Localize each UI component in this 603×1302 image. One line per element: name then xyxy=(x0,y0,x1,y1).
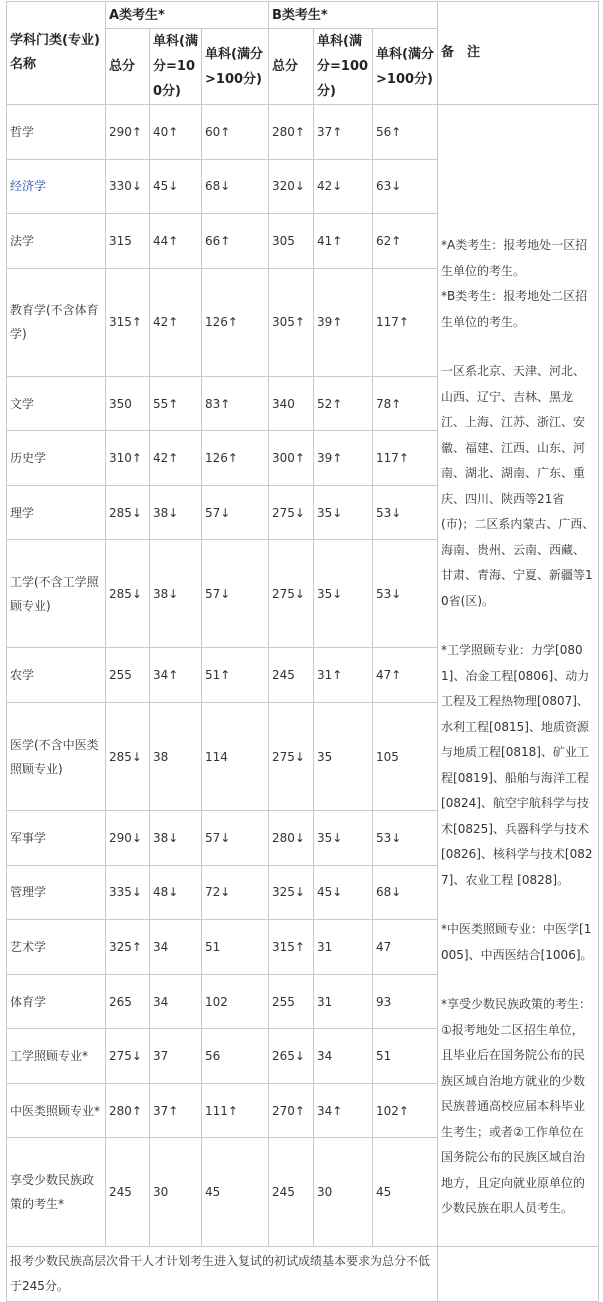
b-single-gt100-cell: 53↓ xyxy=(373,811,438,866)
b-total-cell: 270↑ xyxy=(269,1083,314,1138)
a-single-gt100-cell: 57↓ xyxy=(202,485,269,540)
category-name-cell[interactable]: 经济学 xyxy=(7,159,106,214)
b-single100-cell: 35↓ xyxy=(314,811,373,866)
b-single100-cell: 45↓ xyxy=(314,865,373,920)
b-single-gt100-cell: 68↓ xyxy=(373,865,438,920)
b-single100-cell: 35↓ xyxy=(314,540,373,648)
category-name-cell: 医学(不含中医类照顾专业) xyxy=(7,703,106,811)
category-name-cell: 管理学 xyxy=(7,865,106,920)
table-row xyxy=(7,105,599,160)
a-single-gt100-cell: 51↑ xyxy=(202,648,269,703)
a-single100-cell: 55↑ xyxy=(150,376,202,431)
b-single-gt100-cell: 117↑ xyxy=(373,431,438,486)
a-single-gt100-cell: 45 xyxy=(202,1138,269,1246)
b-total-cell: 305 xyxy=(269,214,314,269)
note-paragraph: *A类考生：报考地处一区招生单位的考生。 xyxy=(441,238,588,278)
a-single-gt100-cell: 126↑ xyxy=(202,268,269,376)
b-single100-cell: 39↑ xyxy=(314,431,373,486)
a-single100-cell: 44↑ xyxy=(150,214,202,269)
a-single-gt100-cell: 56 xyxy=(202,1029,269,1084)
b-total-cell: 275↓ xyxy=(269,485,314,540)
a-single-gt100-cell: 102 xyxy=(202,974,269,1029)
category-name-cell: 工学照顾专业* xyxy=(7,1029,106,1084)
note-paragraph: *工学照顾专业：力学[0801]、冶金工程[0806]、动力工程及工程热物理[0807]、水利工程[0815]、地质资源与地质工程[0818]、矿业工程[0819]、船舶与海洋工程[0824]、航空宇航科学与技术[0825]、兵器科学与技术[0826]、核科学与技术[0827]、农业工程 [0828]。 xyxy=(441,643,593,887)
b-total-cell: 315↑ xyxy=(269,920,314,975)
a-single100-cell: 38↓ xyxy=(150,485,202,540)
b-single100-cell: 31↑ xyxy=(314,648,373,703)
b-single-gt100-cell: 53↓ xyxy=(373,540,438,648)
b-total-cell: 325↓ xyxy=(269,865,314,920)
b-single100-cell: 31 xyxy=(314,974,373,1029)
b-single100-cell: 39↑ xyxy=(314,268,373,376)
a-total-cell: 315↑ xyxy=(106,268,150,376)
b-total-header: 总分 xyxy=(269,29,314,105)
b-single100-cell: 30 xyxy=(314,1138,373,1246)
a-single100-cell: 34 xyxy=(150,974,202,1029)
footer-row xyxy=(7,1246,599,1301)
b-single100-cell: 37↑ xyxy=(314,105,373,160)
a-single-gt100-cell: 72↓ xyxy=(202,865,269,920)
a-single100-cell: 37 xyxy=(150,1029,202,1084)
category-name-cell: 哲学 xyxy=(7,105,106,160)
a-single-gt100-cell: 60↑ xyxy=(202,105,269,160)
b-total-cell: 320↓ xyxy=(269,159,314,214)
category-name-cell: 体育学 xyxy=(7,974,106,1029)
a-single100-cell: 38 xyxy=(150,703,202,811)
category-name-cell: 中医类照顾专业* xyxy=(7,1083,106,1138)
a-single-gt100-cell: 111↑ xyxy=(202,1083,269,1138)
a-total-cell: 290↓ xyxy=(106,811,150,866)
category-name-cell: 艺术学 xyxy=(7,920,106,975)
a-single100-cell: 38↓ xyxy=(150,540,202,648)
notes-header: 备 注 xyxy=(438,2,599,105)
a-single100-cell: 34 xyxy=(150,920,202,975)
b-single100-cell: 35↓ xyxy=(314,485,373,540)
b-single-gt100-header: 单科(满分>100分) xyxy=(373,29,438,105)
a-total-cell: 280↑ xyxy=(106,1083,150,1138)
notes-cell xyxy=(438,105,599,1247)
b-single100-cell: 41↑ xyxy=(314,214,373,269)
a-total-cell: 285↓ xyxy=(106,540,150,648)
b-single100-cell: 35 xyxy=(314,703,373,811)
a-single-gt100-cell: 114 xyxy=(202,703,269,811)
b-single-gt100-cell: 93 xyxy=(373,974,438,1029)
category-header: 学科门类(专业)名称 xyxy=(7,2,106,105)
category-name-cell: 教育学(不含体育学) xyxy=(7,268,106,376)
category-name-cell: 文学 xyxy=(7,376,106,431)
b-single-gt100-cell: 117↑ xyxy=(373,268,438,376)
b-total-cell: 300↑ xyxy=(269,431,314,486)
b-single100-cell: 34 xyxy=(314,1029,373,1084)
group-a-header: A类考生* xyxy=(106,2,269,29)
a-total-cell: 285↓ xyxy=(106,703,150,811)
a-single100-cell: 48↓ xyxy=(150,865,202,920)
a-total-cell: 350 xyxy=(106,376,150,431)
a-single100-cell: 45↓ xyxy=(150,159,202,214)
a-single100-cell: 37↑ xyxy=(150,1083,202,1138)
b-single-gt100-cell: 78↑ xyxy=(373,376,438,431)
a-total-cell: 285↓ xyxy=(106,485,150,540)
b-single-gt100-cell: 105 xyxy=(373,703,438,811)
category-name-cell: 军事学 xyxy=(7,811,106,866)
b-total-cell: 275↓ xyxy=(269,540,314,648)
footer-note: 报考少数民族高层次骨干人才计划考生进入复试的初试成绩基本要求为总分不低于245分。 xyxy=(7,1246,438,1301)
a-single-gt100-cell: 66↑ xyxy=(202,214,269,269)
note-paragraph: *享受少数民族政策的考生：①报考地处二区招生单位，且毕业后在国务院公布的民族区域自治地方就业的少数民族普通高校应届本科毕业生考生；或者②工作单位在国务院公布的民族区域自治地方，且定向就业原单位的少数民族在职人员考生。 xyxy=(441,997,592,1215)
score-table xyxy=(6,1,599,1302)
note-paragraph: 一区系北京、天津、河北、山西、辽宁、吉林、黑龙江、上海、江苏、浙江、安徽、福建、江西、山东、河南、湖北、湖南、广东、重庆、四川、陕西等21省(市)；二区系内蒙古、广西、海南、贵州、云南、西藏、甘肃、青海、宁夏、新疆等10省(区)。 xyxy=(441,364,595,608)
b-single100-cell: 42↓ xyxy=(314,159,373,214)
category-name-cell: 农学 xyxy=(7,648,106,703)
a-total-cell: 310↑ xyxy=(106,431,150,486)
b-total-cell: 305↑ xyxy=(269,268,314,376)
a-total-cell: 245 xyxy=(106,1138,150,1246)
category-name-cell: 工学(不含工学照顾专业) xyxy=(7,540,106,648)
b-single-gt100-cell: 62↑ xyxy=(373,214,438,269)
a-single-gt100-cell: 51 xyxy=(202,920,269,975)
group-b-header: B类考生* xyxy=(269,2,438,29)
a-single100-cell: 34↑ xyxy=(150,648,202,703)
a-single100-cell: 38↓ xyxy=(150,811,202,866)
b-total-cell: 280↓ xyxy=(269,811,314,866)
b-total-cell: 245 xyxy=(269,1138,314,1246)
b-single-gt100-cell: 47 xyxy=(373,920,438,975)
b-single100-header: 单科(满分=100分) xyxy=(314,29,373,105)
b-single100-cell: 31 xyxy=(314,920,373,975)
a-total-cell: 325↑ xyxy=(106,920,150,975)
b-total-cell: 280↑ xyxy=(269,105,314,160)
a-single-gt100-cell: 126↑ xyxy=(202,431,269,486)
a-total-cell: 290↑ xyxy=(106,105,150,160)
a-single100-header: 单科(满分=100分) xyxy=(150,29,202,105)
a-single-gt100-header: 单科(满分>100分) xyxy=(202,29,269,105)
b-single100-cell: 34↑ xyxy=(314,1083,373,1138)
b-total-cell: 340 xyxy=(269,376,314,431)
note-paragraph: *中医类照顾专业：中医学[1005]、中西医结合[1006]。 xyxy=(441,922,593,962)
a-total-cell: 265 xyxy=(106,974,150,1029)
a-single-gt100-cell: 68↓ xyxy=(202,159,269,214)
b-total-cell: 265↓ xyxy=(269,1029,314,1084)
note-paragraph: *B类考生：报考地处二区招生单位的考生。 xyxy=(441,289,588,329)
b-single-gt100-cell: 51 xyxy=(373,1029,438,1084)
category-name-cell: 法学 xyxy=(7,214,106,269)
b-single-gt100-cell: 47↑ xyxy=(373,648,438,703)
a-single-gt100-cell: 83↑ xyxy=(202,376,269,431)
footer-empty-cell xyxy=(438,1246,599,1301)
category-name-cell: 享受少数民族政策的考生* xyxy=(7,1138,106,1246)
b-single-gt100-cell: 102↑ xyxy=(373,1083,438,1138)
a-single-gt100-cell: 57↓ xyxy=(202,540,269,648)
b-single-gt100-cell: 53↓ xyxy=(373,485,438,540)
a-single100-cell: 42↑ xyxy=(150,268,202,376)
category-name-cell: 理学 xyxy=(7,485,106,540)
b-total-cell: 245 xyxy=(269,648,314,703)
a-total-cell: 330↓ xyxy=(106,159,150,214)
b-single-gt100-cell: 63↓ xyxy=(373,159,438,214)
a-single100-cell: 40↑ xyxy=(150,105,202,160)
a-total-cell: 315 xyxy=(106,214,150,269)
b-single-gt100-cell: 45 xyxy=(373,1138,438,1246)
b-single100-cell: 52↑ xyxy=(314,376,373,431)
a-total-header: 总分 xyxy=(106,29,150,105)
a-total-cell: 275↓ xyxy=(106,1029,150,1084)
a-single100-cell: 30 xyxy=(150,1138,202,1246)
a-single-gt100-cell: 57↓ xyxy=(202,811,269,866)
b-total-cell: 255 xyxy=(269,974,314,1029)
a-single100-cell: 42↑ xyxy=(150,431,202,486)
a-total-cell: 255 xyxy=(106,648,150,703)
category-name-cell: 历史学 xyxy=(7,431,106,486)
a-total-cell: 335↓ xyxy=(106,865,150,920)
b-single-gt100-cell: 56↑ xyxy=(373,105,438,160)
b-total-cell: 275↓ xyxy=(269,703,314,811)
